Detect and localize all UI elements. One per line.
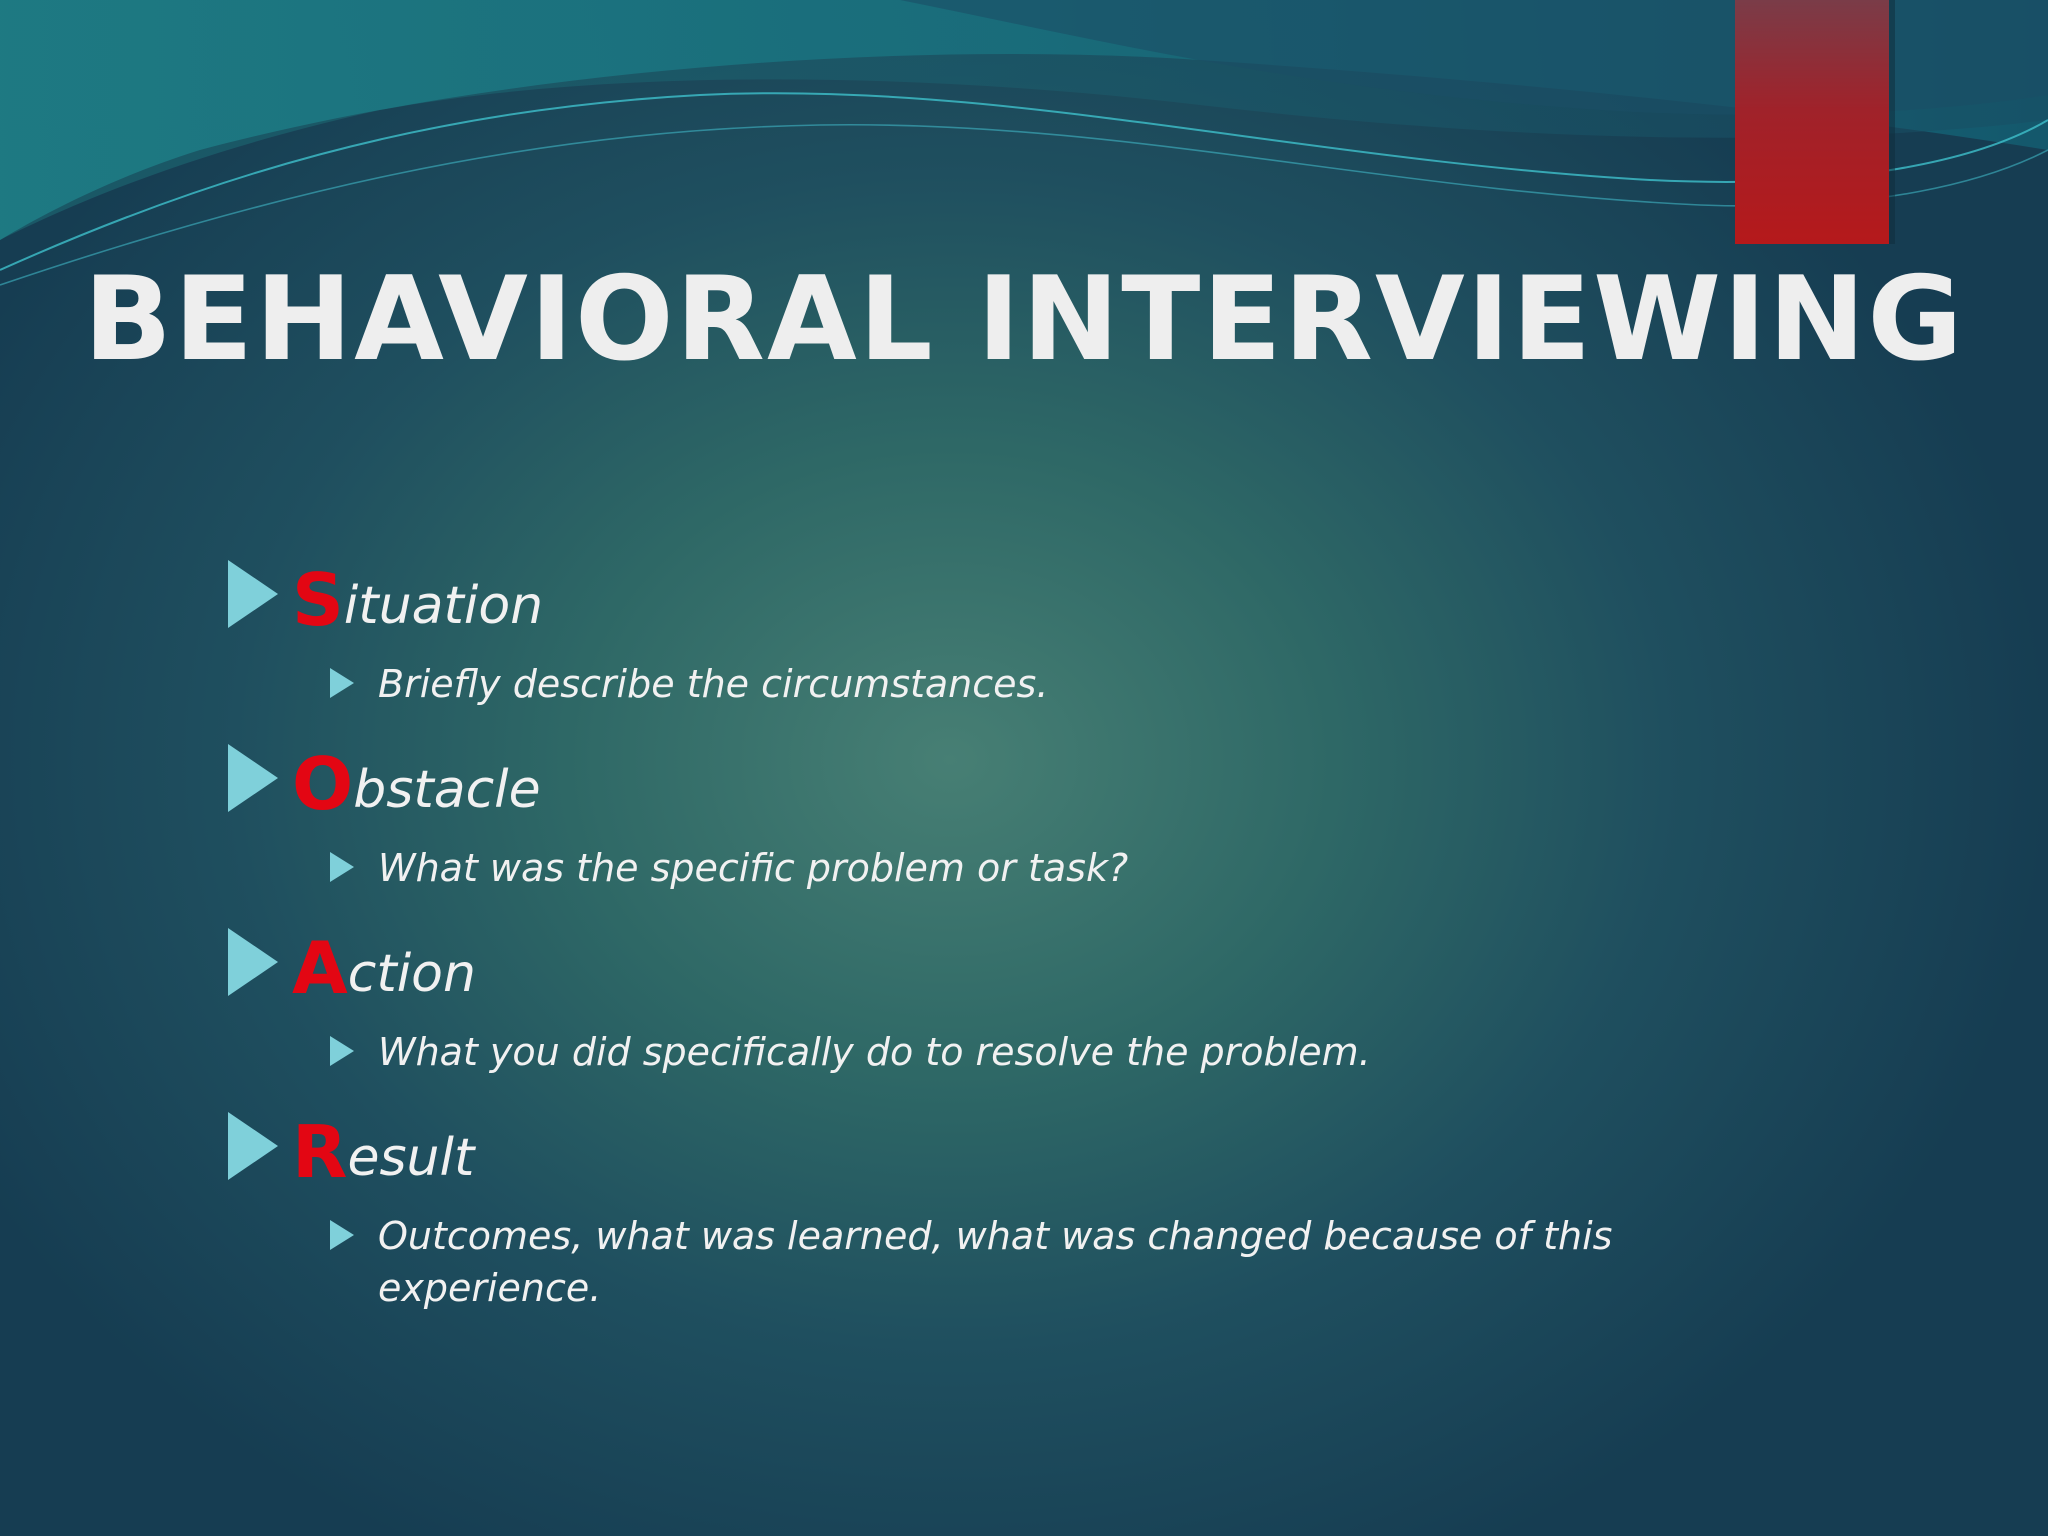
- bullet-description: Briefly describe the circumstances.: [378, 662, 1049, 706]
- acronym-letter: S: [292, 558, 344, 642]
- sub-bullet-triangle-icon: [330, 668, 354, 698]
- bullet-description: What you did specifically do to resolve the problem.: [378, 1030, 1371, 1074]
- acronym-letter: R: [292, 1110, 348, 1194]
- list-item-situation: [228, 548, 1788, 710]
- bullet-heading: esult: [347, 1128, 475, 1188]
- bullet-description: Outcomes, what was learned, what was changed because of this experience.: [378, 1214, 1613, 1310]
- sub-bullet-triangle-icon: [330, 1220, 354, 1250]
- bullet-heading: ituation: [343, 576, 544, 636]
- bullet-triangle-icon: [228, 744, 278, 812]
- acronym-letter: O: [292, 742, 354, 826]
- bullet-heading: ction: [347, 944, 476, 1004]
- bullet-triangle-icon: [228, 928, 278, 996]
- red-accent-bar-shadow: [1889, 0, 1895, 244]
- red-accent-bar: [1735, 0, 1889, 244]
- list-item-result: [228, 1100, 1788, 1314]
- list-item-obstacle: [228, 732, 1788, 894]
- soar-bullet-list: [228, 548, 1788, 1336]
- bullet-heading: bstacle: [353, 760, 541, 820]
- sub-bullet-triangle-icon: [330, 1036, 354, 1066]
- bullet-triangle-icon: [228, 1112, 278, 1180]
- list-item-action: [228, 916, 1788, 1078]
- slide-title: BEHAVIORAL INTERVIEWING: [83, 252, 1965, 387]
- bullet-triangle-icon: [228, 560, 278, 628]
- acronym-letter: A: [292, 926, 348, 1010]
- sub-bullet-triangle-icon: [330, 852, 354, 882]
- bullet-description: What was the specific problem or task?: [378, 846, 1129, 890]
